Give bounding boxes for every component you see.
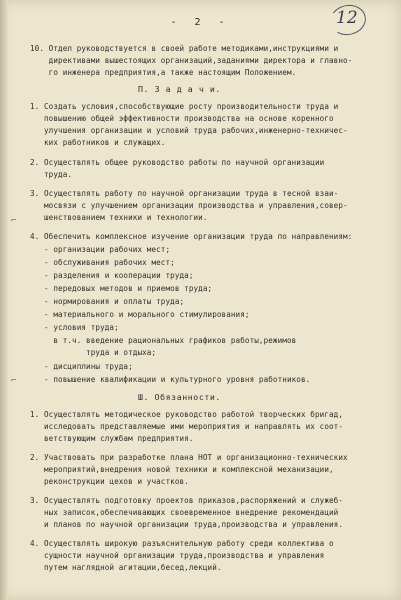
text-line: 10. Отдел руководствуется в своей работе методиками,инструкциями и [30,44,339,53]
text-line: исследовать представляемые ими мероприятия и направлять их соот- [30,422,344,431]
text-line: мосвязи с улучшением организации производства и управления,совер- [30,201,348,210]
list-item: - материального и морального стимулирования; [30,310,250,319]
text-line: директивами вышестоящих организаций,заданиями директора и главно- [30,56,353,65]
text-line: и планов по научной организации труда,производства и управления. [30,520,344,529]
text-line: мероприятий,внедрения новой техники и комплексной механизации, [30,465,334,474]
handwritten-page-number: 12 [336,8,358,28]
text-line: шенствованием техники и технологии. [30,213,208,222]
text-line: сущности научной организации труда,производства и управления [30,551,325,560]
margin-mark: ⌐ [11,216,17,226]
list-item: - разделения и кооперации труда; [30,271,194,280]
text-line: 1. Создать условия,способствующие росту производительности труда и [30,102,339,111]
text-line: ветствующим службам предприятия. [30,434,194,443]
text-line: 4. Обеспечить комплексное изучение организации труда по направлениям: [30,232,353,241]
text-line: 4. Осуществлять широкую разъяснительную работу среди коллектива о [30,539,334,548]
text-line: 3. Осуществлять работу по научной организации труда в тесной взаи- [30,189,339,198]
text-line: 2. Осуществлять общее руководство работы по научной организации [30,158,325,167]
list-item: - дисциплины труда; [30,362,133,371]
text-line: ных записок,обеспечивающих своевременное внедрение рекомендаций [30,508,339,517]
list-item: в т.ч. введение рациональных графиков работы,режимов [30,336,297,345]
text-line: 1. Осуществлять методическое руководство работой творческих бригад, [30,410,344,419]
list-item: - повышение квалификации и культурного уровня работников. [30,375,311,384]
text-line: 3. Осуществлять подготовку проектов приказов,распоряжений и служеб- [30,496,344,505]
text-line: повышению общей эффективности производства на основе коренного [30,114,334,123]
section-heading-duties: Ш. Обязанности. [138,392,221,402]
margin-mark: ⌐ [11,376,17,386]
text-line: путем наглядной агитации,бесед,лекций. [30,563,222,572]
section-heading-tasks: П. З а д а ч и. [138,84,221,94]
list-item: - передовых методов и приемов труда; [30,284,213,293]
text-line: реконструкции цехов и участков. [30,477,189,486]
text-line: го инженера предприятия,а также настоящим Положением. [30,68,297,77]
text-line: 2. Участвовать при разработке плана НОТ и организационно-технических [30,453,348,462]
list-item: - нормирования и оплаты труда; [30,297,185,306]
list-item: труда и отдыха; [30,348,157,357]
text-line: ких работников и служащих. [30,138,166,147]
binding-edge [0,0,8,600]
page-number: - 2 - [170,17,231,28]
list-item: - условия труда; [30,323,119,332]
list-item: - организации рабочих мест; [30,245,171,254]
text-line: улучшения организации и условий труда рабочих,инженерно-техничес- [30,126,348,135]
text-line: труда. [30,170,73,179]
list-item: - обслуживания рабочих мест; [30,258,175,267]
